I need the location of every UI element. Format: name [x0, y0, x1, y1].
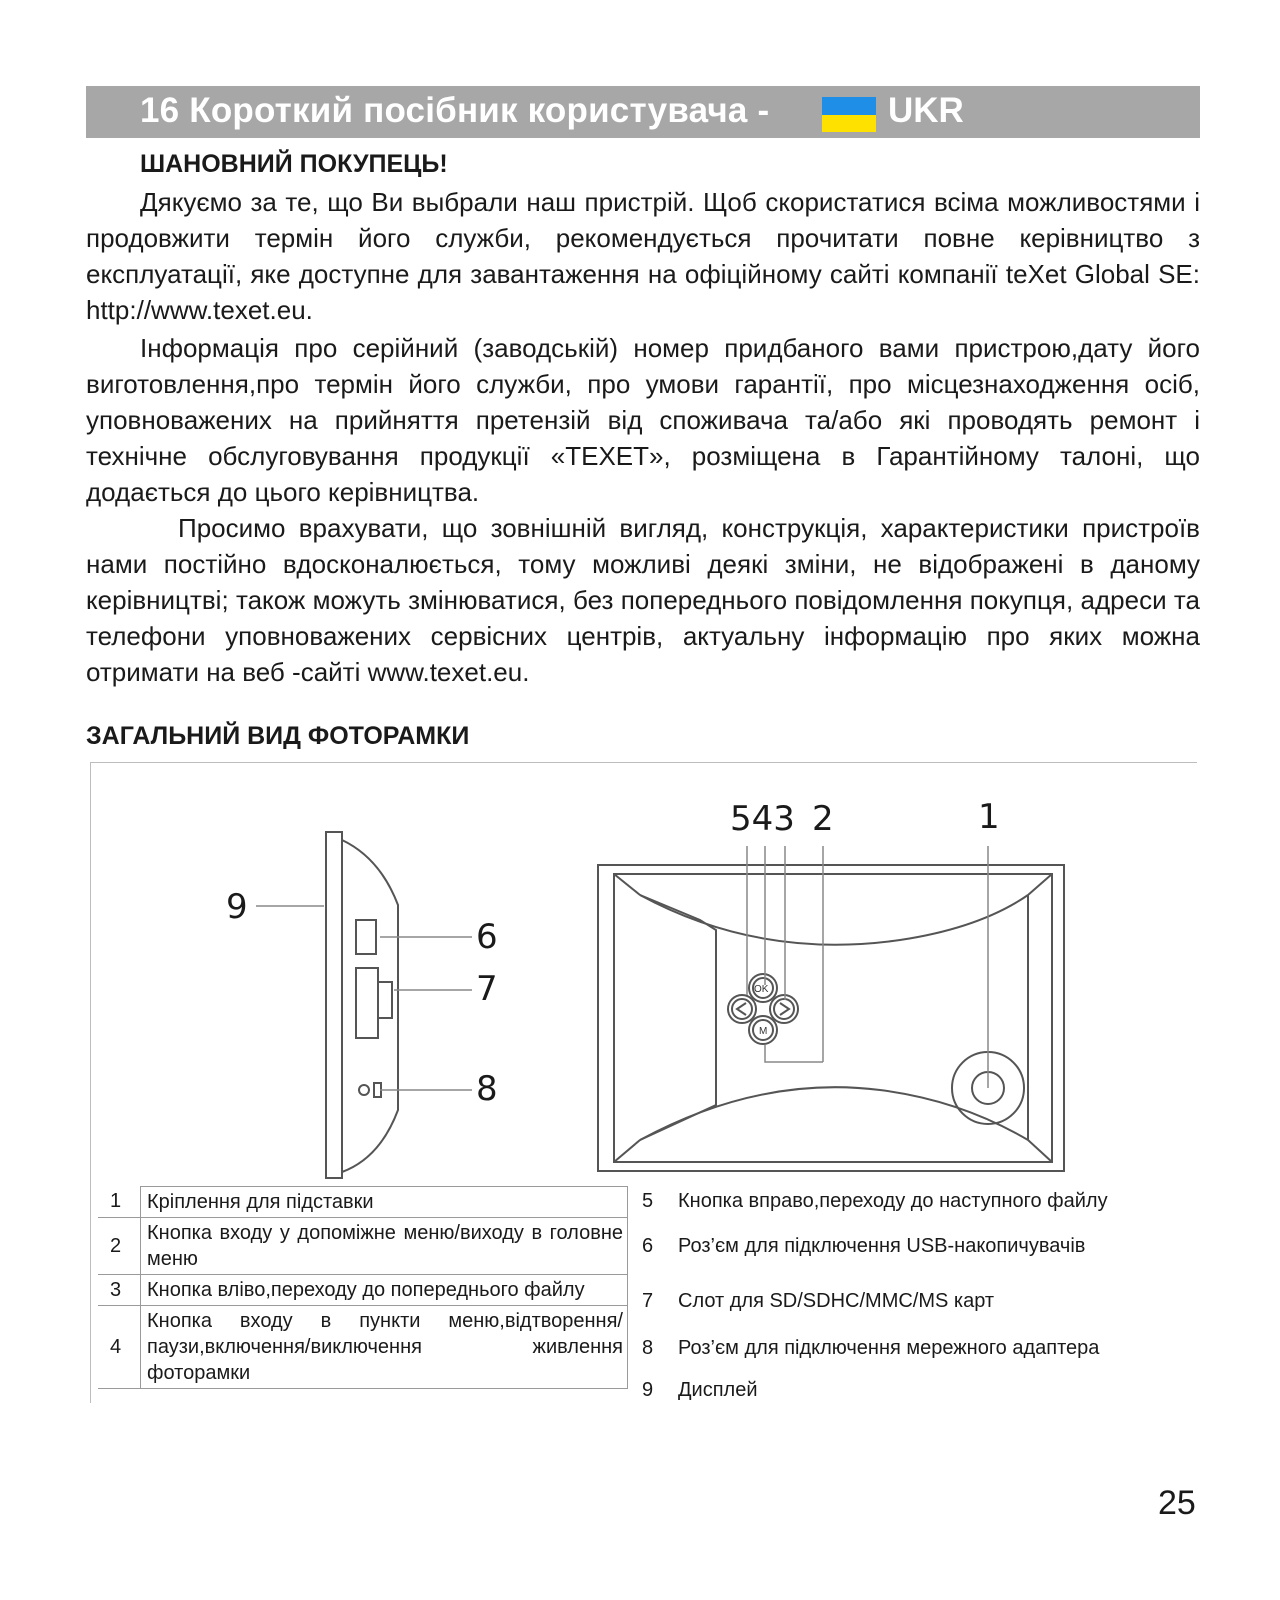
legend-item-right	[642, 1290, 1202, 1313]
callout-1: 1	[978, 797, 1000, 837]
legend-text: Роз’єм для підключення мережного адаптера	[678, 1337, 1100, 1359]
callout-8: 8	[476, 1069, 498, 1109]
intro-paragraph: Дякуємо за те, що Ви выбрали наш пристрій. Щоб скористатися всіма можливостями і продовжити термін його служби, рекомендується прочитати повне керівництво з експлуатації, яке доступне для завантаження на офіційному сайті компанії teXet Global SE: http://www.texet.eu.	[86, 187, 1200, 325]
legend-text: Роз’єм для підключення USB-накопичувачів	[678, 1235, 1086, 1257]
overview-section-title: ЗАГАЛЬНИЙ ВИД ФОТОРАМКИ	[86, 722, 470, 750]
warranty-info-paragraph: Інформація про серійний (заводській) номер придбаного вами пристрою,дату його виготовлення,про термін його служби, про умови гарантії, про місцезнаходження осіб, уповноважених на прийняття претензій від споживача та/або які проводять ремонт і технічне обслуговування продукції «TEXET», розміщена в Гарантійному талоні, що додається до цього керівництва.	[86, 333, 1200, 507]
legend-text: Кнопка вправо,переходу до наступного файлу	[678, 1190, 1108, 1212]
legend-item-right	[642, 1379, 1202, 1402]
legend-number: 5	[642, 1190, 654, 1212]
callout-9: 9	[226, 887, 248, 927]
legend-text: Слот для SD/SDHC/MMC/MS карт	[678, 1290, 995, 1312]
legend-number: 8	[642, 1337, 654, 1359]
menu-button-label: M	[759, 1026, 768, 1037]
changes-notice-paragraph: Просимо врахувати, що зовнішній вигляд, конструкція, характеристики пристроїв нами постійно вдосконалюється, тому можливі деякі зміни, не відображені в даному керівництві; також можуть змінюватися, без попереднього повідомлення покупця, адреси та телефони уповноважених сервісних центрів, актуальну інформацію про яких можна отримати на веб -сайті www.texet.eu.	[86, 513, 1200, 687]
legend-table-left	[98, 1186, 628, 1389]
legend-row	[98, 1306, 628, 1389]
legend-item-right	[642, 1337, 1202, 1360]
callout-5-4-3: 543	[730, 799, 795, 839]
callout-lines-back	[747, 846, 988, 1088]
legend-number: 7	[642, 1290, 654, 1312]
legend-item-right	[642, 1190, 1202, 1213]
legend-row	[98, 1275, 628, 1306]
callout-6: 6	[476, 917, 498, 957]
legend-number: 1	[110, 1190, 122, 1212]
frame-back-view	[598, 865, 1064, 1171]
legend-text: Кнопка входу в пункти меню,відтворення/паузи,включення/виключення живлення фоторамки	[140, 1306, 628, 1388]
ok-button-label: OK	[754, 984, 769, 995]
legend-number: 6	[642, 1235, 654, 1257]
legend-text: Кріплення для підставки	[140, 1186, 628, 1217]
legend-row	[98, 1218, 628, 1275]
greeting-heading: ШАНОВНИЙ ПОКУПЕЦЬ!	[140, 150, 448, 178]
legend-number: 3	[110, 1278, 122, 1301]
legend-number: 2	[110, 1234, 122, 1257]
callout-lines-left	[256, 906, 472, 1090]
legend-item-right	[642, 1235, 1202, 1258]
frame-side-view	[326, 832, 398, 1178]
legend-text: Кнопка вліво,переходу до попереднього файлу	[140, 1275, 628, 1305]
page-number: 25	[1158, 1484, 1196, 1522]
legend-number: 4	[110, 1335, 122, 1358]
callout-7: 7	[476, 969, 498, 1009]
legend-number: 9	[642, 1379, 654, 1401]
callout-2: 2	[812, 799, 834, 839]
section-header-title: 16 Короткий посібник користувача -	[140, 91, 770, 130]
legend-row	[98, 1186, 628, 1218]
legend-text: Дисплей	[678, 1379, 758, 1401]
legend-text: Кнопка входу у допоміжне меню/виходу в головне меню	[140, 1218, 628, 1274]
section-header-language: UKR	[888, 91, 964, 130]
